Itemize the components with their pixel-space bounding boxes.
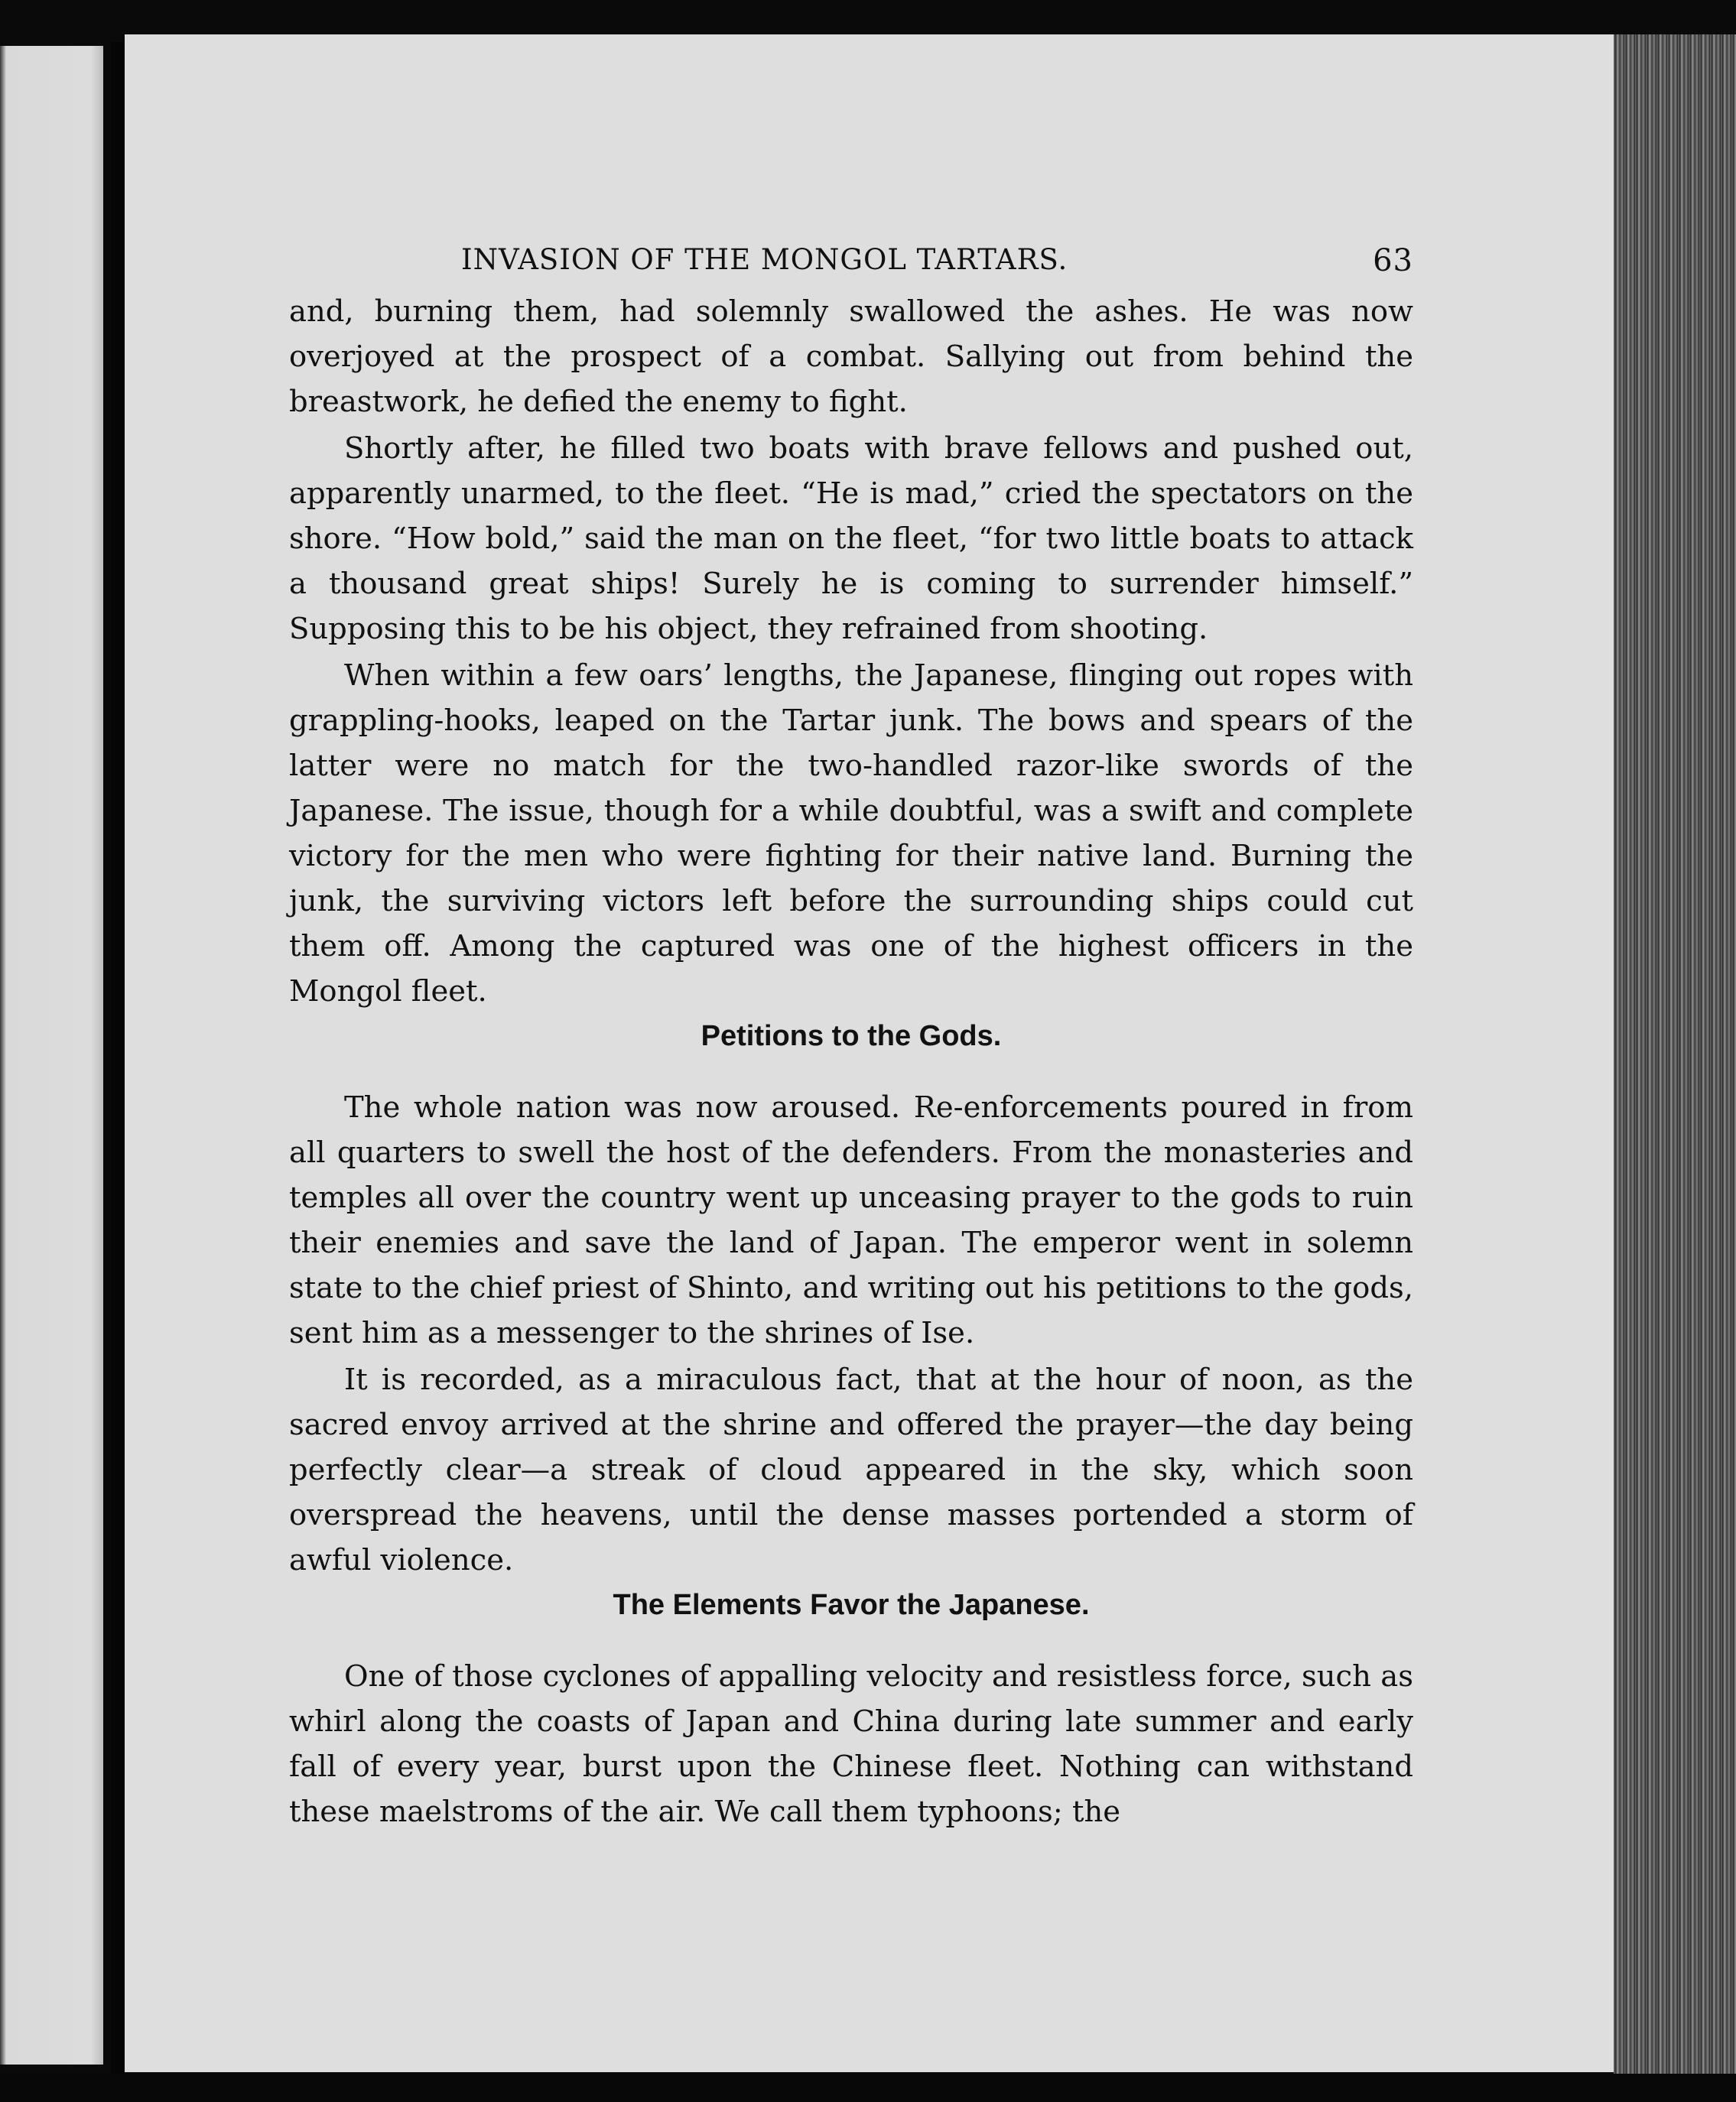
section-heading: The Elements Favor the Japanese. (613, 1589, 1090, 1621)
paragraph: and, burning them, had solemnly swallowed the ashes. He was now overjoyed at the prospect of a combat. Sallying out from behind the breastwork, he defied the enemy to fight. (289, 294, 1413, 419)
facing-page-edge (0, 46, 103, 2065)
paragraph: Shortly after, he filled two boats with brave fellows and pushed out, apparently unarmed, to the fleet. “He is mad,” cried the spectators on the shore. “How bold,” said the man on the fleet, “for two little boats to attack a thousand great ships! Surely he is coming to surrender himself.” Supposing this to be his object, they refrained from shooting. (289, 431, 1413, 646)
running-title: INVASION OF THE MONGOL TARTARS. (461, 243, 1068, 276)
paragraph: The whole nation was now aroused. Re-enforcements poured in from all quarters to swell the host of the defenders. From the monasteries and temples all over the country went up unceasing prayer to the gods to ruin their enemies and save the land of Japan. The emperor went in solemn state to the chief priest of Shinto, and writing out his petitions to the gods, sent him as a messenger to the shrines of Ise. (289, 1090, 1413, 1350)
bottom-border (0, 2074, 1736, 2102)
page-text (289, 243, 1413, 1834)
paragraph: When within a few oars’ lengths, the Japanese, flinging out ropes with grappling-hooks, leaped on the Tartar junk. The bows and spears of the latter were no match for the two-handled razor-like swords of the Japanese. The issue, though for a while doubtful, was a swift and complete victory for the men who were fighting for their native land. Burning the junk, the surviving victors left before the surrounding ships could cut them off. Among the captured was one of the highest officers in the Mongol fleet. (289, 658, 1413, 1009)
section-heading: Petitions to the Gods. (701, 1020, 1002, 1052)
page-stack-edge (1614, 34, 1736, 2084)
running-head (289, 243, 1413, 289)
paragraph: One of those cyclones of appalling velocity and resistless force, such as whirl along the coasts of Japan and China during late summer and early fall of every year, burst upon the Chinese fleet. Nothing can withstand these maelstroms of the air. We call them typhoons; the (289, 1659, 1413, 1829)
paragraph: It is recorded, as a miraculous fact, that at the hour of noon, as the sacred envoy arrived at the shrine and offered the prayer—the day being perfectly clear—a streak of cloud appeared in the sky, which soon overspread the heavens, until the dense masses portended a storm of awful violence. (289, 1363, 1413, 1577)
book-gutter (111, 42, 125, 2076)
page-number: 63 (1373, 243, 1413, 278)
